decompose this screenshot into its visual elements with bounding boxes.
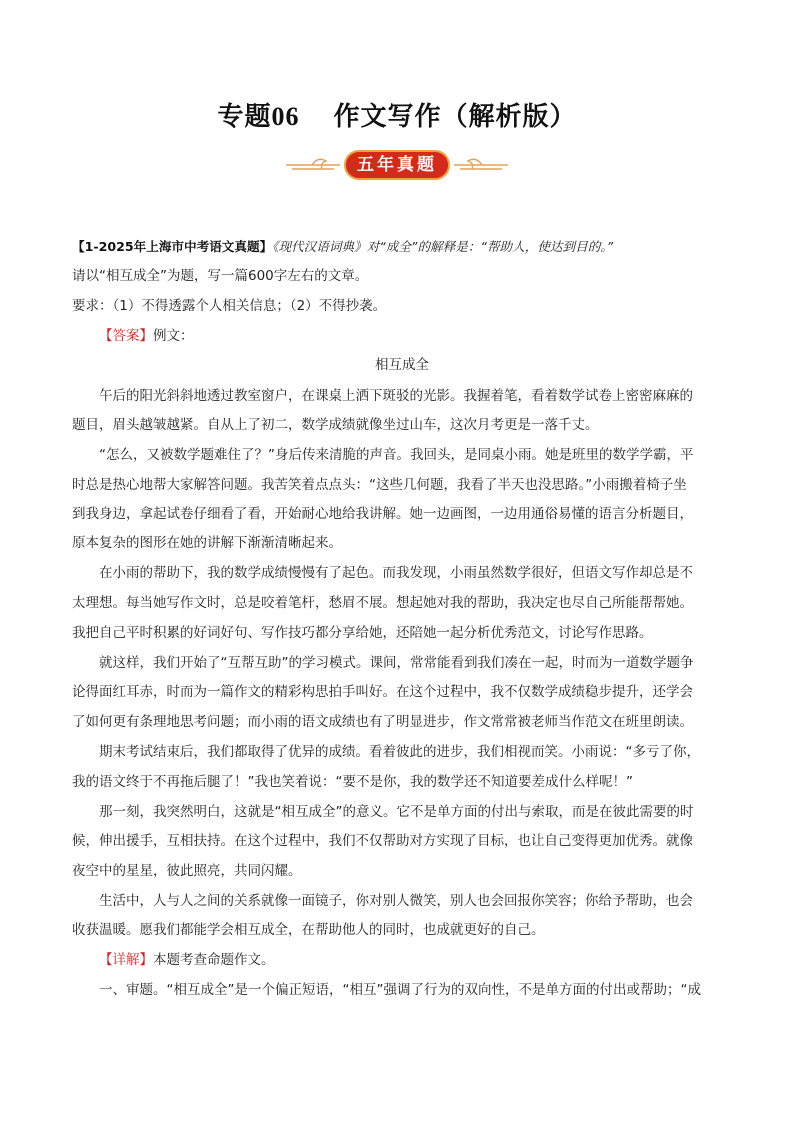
essay-line: 期末考试结束后，我们都取得了优异的成绩。看着彼此的进步，我们相视而笑。小雨说：“多亏了你， [99, 744, 700, 760]
essay-line: 题目，眉头越皱越紧。自从上了初二，数学成绩就像坐过山车，这次月考更是一落千丈。 [72, 417, 599, 433]
question-definition: 《现代汉语词典》对“成全”的解释是：“帮助人，使达到目的。” [272, 239, 614, 254]
answer-line [72, 324, 759, 344]
badge-label: 五年真题 [357, 155, 437, 175]
essay-line: 就这样，我们开始了“互帮互助”的学习模式。课间，常常能看到我们凑在一起，时而为一道数学题争 [99, 655, 694, 671]
essay-line: 时总是热心地帮大家解答问题。我苦笑着点点头：“这些几何题，我看了半天也没思路。”小雨搬着椅子坐 [72, 477, 687, 493]
title-prefix: 专题 [217, 102, 272, 132]
essay-line: 在小雨的帮助下，我的数学成绩慢慢有了起色。而我发现，小雨虽然数学很好，但语文写作却总是不 [99, 565, 693, 581]
essay-line: 原本复杂的图形在她的讲解下渐渐清晰起来。 [72, 535, 342, 551]
question-requirements: 要求：（1）不得透露个人相关信息；（2）不得抄袭。 [72, 298, 387, 314]
essay-line: 生活中，人与人之间的关系就像一面镜子，你对别人微笑，别人也会回报你笑容；你给予帮助，也会 [99, 893, 693, 909]
question-source: 【1-2025年上海市中考语文真题】 [72, 239, 273, 254]
page-title [0, 96, 794, 133]
essay-title: 相互成全 [375, 357, 429, 373]
title-main: 作文写作（解析版） [333, 102, 577, 132]
essay-line: 我的语文终于不再拖后腿了！”我也笑着说：“要不是你，我的数学还不知道要差成什么样呢！” [72, 774, 633, 790]
answer-text: 例文： [153, 328, 194, 344]
essay-line: 收获温暖。愿我们都能学会相互成全，在帮助他人的同时，也成就更好的自己。 [72, 922, 545, 938]
essay-line: 候，伸出援手，互相扶持。在这个过程中，我们不仅帮助对方实现了目标，也让自己变得更加优秀。就像 [72, 833, 693, 849]
detail-text: 本题考查命题作文。 [153, 952, 275, 968]
detail-line [72, 948, 759, 968]
essay-line: 论得面红耳赤，时而为一篇作文的精彩构思拍手叫好。在这个过程中，我不仅数学成绩稳步提升，还学会 [72, 684, 693, 700]
essay-line: 夜空中的星星，彼此照亮，共同闪耀。 [72, 863, 302, 879]
essay-line: “怎么，又被数学题难住了？”身后传来清脆的声音。我回头，是同桌小雨。她是班里的数学学霸，平 [99, 447, 694, 463]
essay-line: 午后的阳光斜斜地透过教室窗户，在课桌上洒下斑驳的光影。我握着笔，看着数学试卷上密密麻麻的 [99, 388, 693, 404]
essay-line: 了如何更有条理地思考问题；而小雨的语文成绩也有了明显进步，作文常常被老师当作范文在班里朗读。 [72, 714, 693, 730]
essay-line: 那一刻，我突然明白，这就是“相互成全”的意义。它不是单方面的付出与索取，而是在彼此需要的时 [99, 804, 694, 820]
detail-label: 【详解】 [99, 952, 153, 968]
answer-label: 【答案】 [99, 328, 153, 344]
title-number: 06 [271, 102, 300, 131]
essay-line: 太理想。每当她写作文时，总是咬着笔杆，愁眉不展。想起她对我的帮助，我决定也尽自己所能帮帮她。 [72, 595, 693, 611]
analysis-line: 一、审题。“相互成全”是一个偏正短语，“相互”强调了行为的双向性，不是单方面的付出或帮助；“成 [99, 982, 701, 998]
section-banner [282, 150, 512, 182]
essay-line: 到我身边，拿起试卷仔细看了看，开始耐心地给我讲解。她一边画图，一边用通俗易懂的语言分析题目， [72, 506, 693, 522]
question-prompt: 请以“相互成全”为题，写一篇600字左右的文章。 [72, 268, 369, 284]
five-year-exam-badge [344, 150, 450, 180]
question-line-1 [72, 236, 732, 255]
essay-line: 我把自己平时积累的好词好句、写作技巧都分享给她，还陪她一起分析优秀范文，讨论写作思路。 [72, 625, 653, 641]
